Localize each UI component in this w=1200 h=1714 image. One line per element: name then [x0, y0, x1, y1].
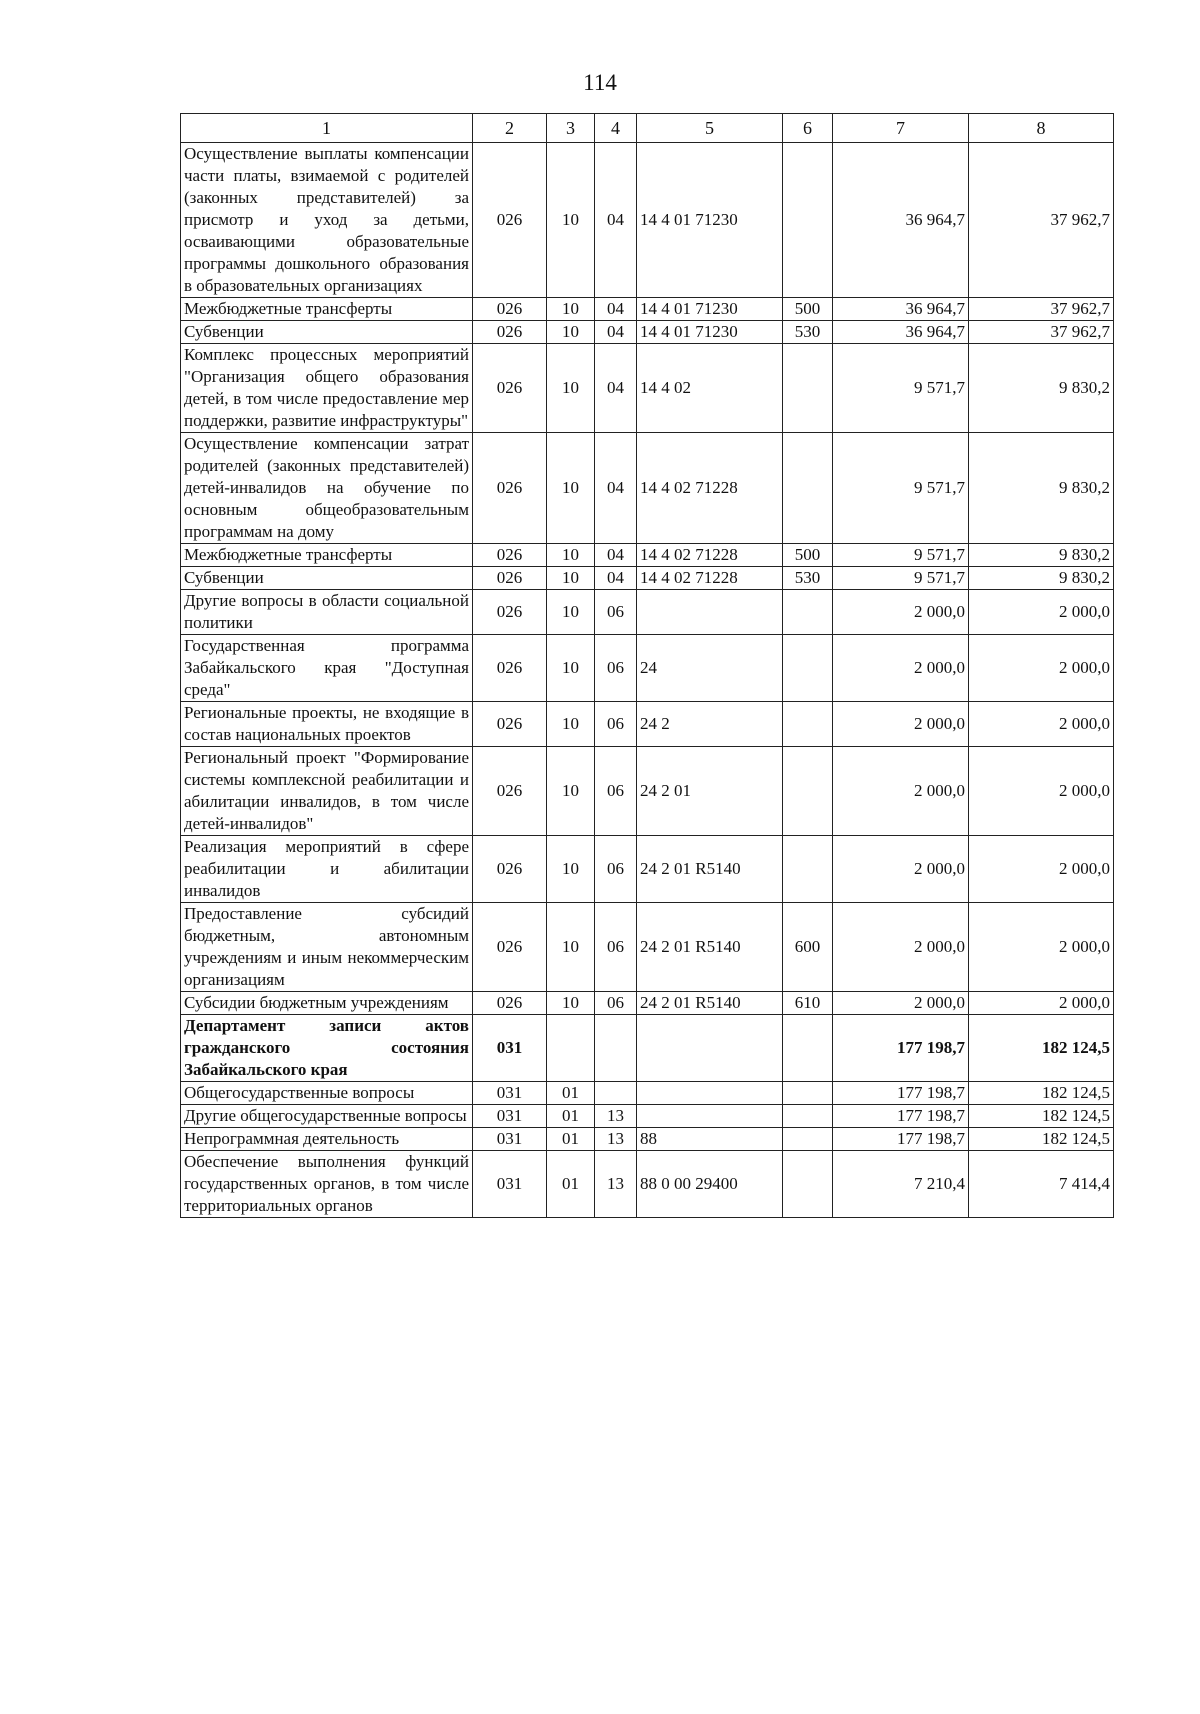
amount-year2-cell: 182 124,5 — [969, 1105, 1114, 1128]
row-name-cell: Субсидии бюджетным учреждениям — [181, 992, 473, 1015]
amount-year1-cell: 177 198,7 — [833, 1105, 969, 1128]
subsection-cell: 04 — [595, 143, 637, 298]
admin-code-cell: 031 — [473, 1151, 547, 1218]
row-name-cell: Субвенции — [181, 567, 473, 590]
expense-type-cell: 500 — [783, 298, 833, 321]
amount-year1-cell: 9 571,7 — [833, 344, 969, 433]
amount-year1-cell: 2 000,0 — [833, 635, 969, 702]
section-cell: 10 — [547, 836, 595, 903]
admin-code-cell: 026 — [473, 567, 547, 590]
expense-type-cell: 600 — [783, 903, 833, 992]
subsection-cell: 04 — [595, 298, 637, 321]
row-name-cell: Осуществление выплаты компенсации части платы, взимаемой с родителей (законных представителей) за присмотр и уход за детьми, осваивающими образовательные программы дошкольного образования в образовательных организациях — [181, 143, 473, 298]
header-row — [181, 114, 1114, 143]
amount-year1-cell: 7 210,4 — [833, 1151, 969, 1218]
section-cell: 10 — [547, 747, 595, 836]
target-article-cell — [637, 1015, 783, 1082]
expense-type-cell — [783, 143, 833, 298]
section-cell: 10 — [547, 635, 595, 702]
row-name-cell: Комплекс процессных мероприятий "Организация общего образования детей, в том числе предоставление мер поддержки, развитие инфраструктуры" — [181, 344, 473, 433]
row-name-cell: Региональный проект "Формирование системы комплексной реабилитации и абилитации инвалидов, в том числе детей-инвалидов" — [181, 747, 473, 836]
target-article-cell: 14 4 01 71230 — [637, 298, 783, 321]
admin-code-cell: 026 — [473, 298, 547, 321]
section-cell: 10 — [547, 567, 595, 590]
section-cell: 10 — [547, 702, 595, 747]
amount-year2-cell: 9 830,2 — [969, 344, 1114, 433]
target-article-cell: 24 2 01 — [637, 747, 783, 836]
expense-type-cell — [783, 1128, 833, 1151]
amount-year1-cell: 2 000,0 — [833, 903, 969, 992]
amount-year2-cell: 9 830,2 — [969, 544, 1114, 567]
section-cell: 10 — [547, 344, 595, 433]
subsection-cell: 06 — [595, 747, 637, 836]
target-article-cell: 24 2 01 R5140 — [637, 992, 783, 1015]
target-article-cell: 24 2 01 R5140 — [637, 836, 783, 903]
expense-type-cell — [783, 1105, 833, 1128]
subsection-cell: 06 — [595, 903, 637, 992]
expense-type-cell — [783, 1082, 833, 1105]
expense-type-cell — [783, 344, 833, 433]
table-row — [181, 344, 1114, 433]
target-article-cell: 14 4 02 71228 — [637, 544, 783, 567]
section-cell: 10 — [547, 433, 595, 544]
admin-code-cell: 026 — [473, 590, 547, 635]
subsection-cell: 06 — [595, 590, 637, 635]
admin-code-cell: 026 — [473, 747, 547, 836]
table-row — [181, 143, 1114, 298]
table-row — [181, 747, 1114, 836]
amount-year2-cell: 9 830,2 — [969, 567, 1114, 590]
expense-type-cell — [783, 1151, 833, 1218]
amount-year1-cell: 2 000,0 — [833, 836, 969, 903]
target-article-cell: 14 4 01 71230 — [637, 321, 783, 344]
row-name-cell: Непрограммная деятельность — [181, 1128, 473, 1151]
row-name-cell: Осуществление компенсации затрат родителей (законных представителей) детей-инвалидов на обучение по основным общеобразовательным программам на дому — [181, 433, 473, 544]
row-name-cell: Общегосударственные вопросы — [181, 1082, 473, 1105]
header-cell: 6 — [783, 114, 833, 143]
amount-year2-cell: 2 000,0 — [969, 992, 1114, 1015]
amount-year1-cell: 9 571,7 — [833, 433, 969, 544]
header-cell: 4 — [595, 114, 637, 143]
expense-type-cell: 610 — [783, 992, 833, 1015]
row-name-cell: Государственная программа Забайкальского края "Доступная среда" — [181, 635, 473, 702]
amount-year2-cell: 2 000,0 — [969, 903, 1114, 992]
amount-year1-cell: 9 571,7 — [833, 567, 969, 590]
subsection-cell: 06 — [595, 992, 637, 1015]
amount-year2-cell: 7 414,4 — [969, 1151, 1114, 1218]
row-name-cell: Департамент записи актов гражданского состояния Забайкальского края — [181, 1015, 473, 1082]
admin-code-cell: 026 — [473, 143, 547, 298]
budget-table — [180, 113, 1114, 1218]
target-article-cell: 88 0 00 29400 — [637, 1151, 783, 1218]
table-row — [181, 1105, 1114, 1128]
subsection-cell: 06 — [595, 702, 637, 747]
table-row — [181, 590, 1114, 635]
amount-year2-cell: 37 962,7 — [969, 321, 1114, 344]
table-row — [181, 1015, 1114, 1082]
amount-year2-cell: 2 000,0 — [969, 836, 1114, 903]
subsection-cell: 04 — [595, 433, 637, 544]
header-cell: 7 — [833, 114, 969, 143]
admin-code-cell: 026 — [473, 702, 547, 747]
expense-type-cell — [783, 702, 833, 747]
amount-year1-cell: 177 198,7 — [833, 1015, 969, 1082]
target-article-cell: 14 4 02 — [637, 344, 783, 433]
target-article-cell: 14 4 02 71228 — [637, 567, 783, 590]
amount-year1-cell: 36 964,7 — [833, 298, 969, 321]
table-row — [181, 635, 1114, 702]
target-article-cell: 24 2 — [637, 702, 783, 747]
expense-type-cell — [783, 635, 833, 702]
subsection-cell: 04 — [595, 321, 637, 344]
subsection-cell: 04 — [595, 544, 637, 567]
admin-code-cell: 031 — [473, 1105, 547, 1128]
subsection-cell: 04 — [595, 344, 637, 433]
table-row — [181, 298, 1114, 321]
admin-code-cell: 026 — [473, 903, 547, 992]
table-row — [181, 903, 1114, 992]
table-row — [181, 1151, 1114, 1218]
admin-code-cell: 026 — [473, 344, 547, 433]
section-cell: 01 — [547, 1128, 595, 1151]
subsection-cell: 13 — [595, 1151, 637, 1218]
target-article-cell: 24 — [637, 635, 783, 702]
table-row — [181, 433, 1114, 544]
expense-type-cell — [783, 1015, 833, 1082]
admin-code-cell: 026 — [473, 544, 547, 567]
section-cell: 10 — [547, 321, 595, 344]
expense-type-cell — [783, 590, 833, 635]
target-article-cell: 14 4 02 71228 — [637, 433, 783, 544]
header-cell: 3 — [547, 114, 595, 143]
amount-year2-cell: 182 124,5 — [969, 1128, 1114, 1151]
amount-year1-cell: 2 000,0 — [833, 590, 969, 635]
row-name-cell: Реализация мероприятий в сфере реабилитации и абилитации инвалидов — [181, 836, 473, 903]
section-cell: 10 — [547, 903, 595, 992]
row-name-cell: Обеспечение выполнения функций государственных органов, в том числе территориальных органов — [181, 1151, 473, 1218]
amount-year2-cell: 182 124,5 — [969, 1082, 1114, 1105]
section-cell: 10 — [547, 298, 595, 321]
amount-year2-cell: 182 124,5 — [969, 1015, 1114, 1082]
section-cell: 10 — [547, 992, 595, 1015]
section-cell — [547, 1015, 595, 1082]
expense-type-cell: 530 — [783, 321, 833, 344]
expense-type-cell: 500 — [783, 544, 833, 567]
amount-year1-cell: 36 964,7 — [833, 321, 969, 344]
row-name-cell: Субвенции — [181, 321, 473, 344]
expense-type-cell — [783, 836, 833, 903]
admin-code-cell: 026 — [473, 635, 547, 702]
header-cell: 2 — [473, 114, 547, 143]
admin-code-cell: 026 — [473, 992, 547, 1015]
subsection-cell: 13 — [595, 1128, 637, 1151]
amount-year1-cell: 177 198,7 — [833, 1082, 969, 1105]
amount-year2-cell: 2 000,0 — [969, 702, 1114, 747]
admin-code-cell: 031 — [473, 1082, 547, 1105]
target-article-cell: 14 4 01 71230 — [637, 143, 783, 298]
target-article-cell: 24 2 01 R5140 — [637, 903, 783, 992]
row-name-cell: Межбюджетные трансферты — [181, 298, 473, 321]
table-row — [181, 544, 1114, 567]
amount-year2-cell: 37 962,7 — [969, 298, 1114, 321]
section-cell: 10 — [547, 544, 595, 567]
amount-year2-cell: 2 000,0 — [969, 747, 1114, 836]
row-name-cell: Предоставление субсидий бюджетным, автономным учреждениям и иным некоммерческим организациям — [181, 903, 473, 992]
header-cell: 5 — [637, 114, 783, 143]
expense-type-cell: 530 — [783, 567, 833, 590]
amount-year1-cell: 177 198,7 — [833, 1128, 969, 1151]
amount-year1-cell: 36 964,7 — [833, 143, 969, 298]
expense-type-cell — [783, 433, 833, 544]
target-article-cell — [637, 590, 783, 635]
amount-year2-cell: 2 000,0 — [969, 635, 1114, 702]
target-article-cell — [637, 1082, 783, 1105]
subsection-cell — [595, 1082, 637, 1105]
admin-code-cell: 031 — [473, 1128, 547, 1151]
subsection-cell: 04 — [595, 567, 637, 590]
subsection-cell: 06 — [595, 635, 637, 702]
admin-code-cell: 026 — [473, 433, 547, 544]
amount-year1-cell: 2 000,0 — [833, 702, 969, 747]
row-name-cell: Региональные проекты, не входящие в состав национальных проектов — [181, 702, 473, 747]
subsection-cell: 06 — [595, 836, 637, 903]
expense-type-cell — [783, 747, 833, 836]
row-name-cell: Другие вопросы в области социальной политики — [181, 590, 473, 635]
amount-year2-cell: 9 830,2 — [969, 433, 1114, 544]
table-row — [181, 992, 1114, 1015]
target-article-cell — [637, 1105, 783, 1128]
table-row — [181, 1128, 1114, 1151]
row-name-cell: Межбюджетные трансферты — [181, 544, 473, 567]
header-cell: 8 — [969, 114, 1114, 143]
target-article-cell: 88 — [637, 1128, 783, 1151]
amount-year1-cell: 2 000,0 — [833, 992, 969, 1015]
page-number: 114 — [583, 70, 617, 95]
header-cell: 1 — [181, 114, 473, 143]
admin-code-cell: 026 — [473, 321, 547, 344]
admin-code-cell: 031 — [473, 1015, 547, 1082]
table-row — [181, 321, 1114, 344]
table-row — [181, 567, 1114, 590]
table-row — [181, 702, 1114, 747]
table-row — [181, 1082, 1114, 1105]
amount-year2-cell: 2 000,0 — [969, 590, 1114, 635]
amount-year1-cell: 9 571,7 — [833, 544, 969, 567]
subsection-cell: 13 — [595, 1105, 637, 1128]
amount-year1-cell: 2 000,0 — [833, 747, 969, 836]
section-cell: 10 — [547, 143, 595, 298]
row-name-cell: Другие общегосударственные вопросы — [181, 1105, 473, 1128]
table-row — [181, 836, 1114, 903]
subsection-cell — [595, 1015, 637, 1082]
amount-year2-cell: 37 962,7 — [969, 143, 1114, 298]
section-cell: 01 — [547, 1151, 595, 1218]
section-cell: 01 — [547, 1082, 595, 1105]
section-cell: 01 — [547, 1105, 595, 1128]
admin-code-cell: 026 — [473, 836, 547, 903]
section-cell: 10 — [547, 590, 595, 635]
